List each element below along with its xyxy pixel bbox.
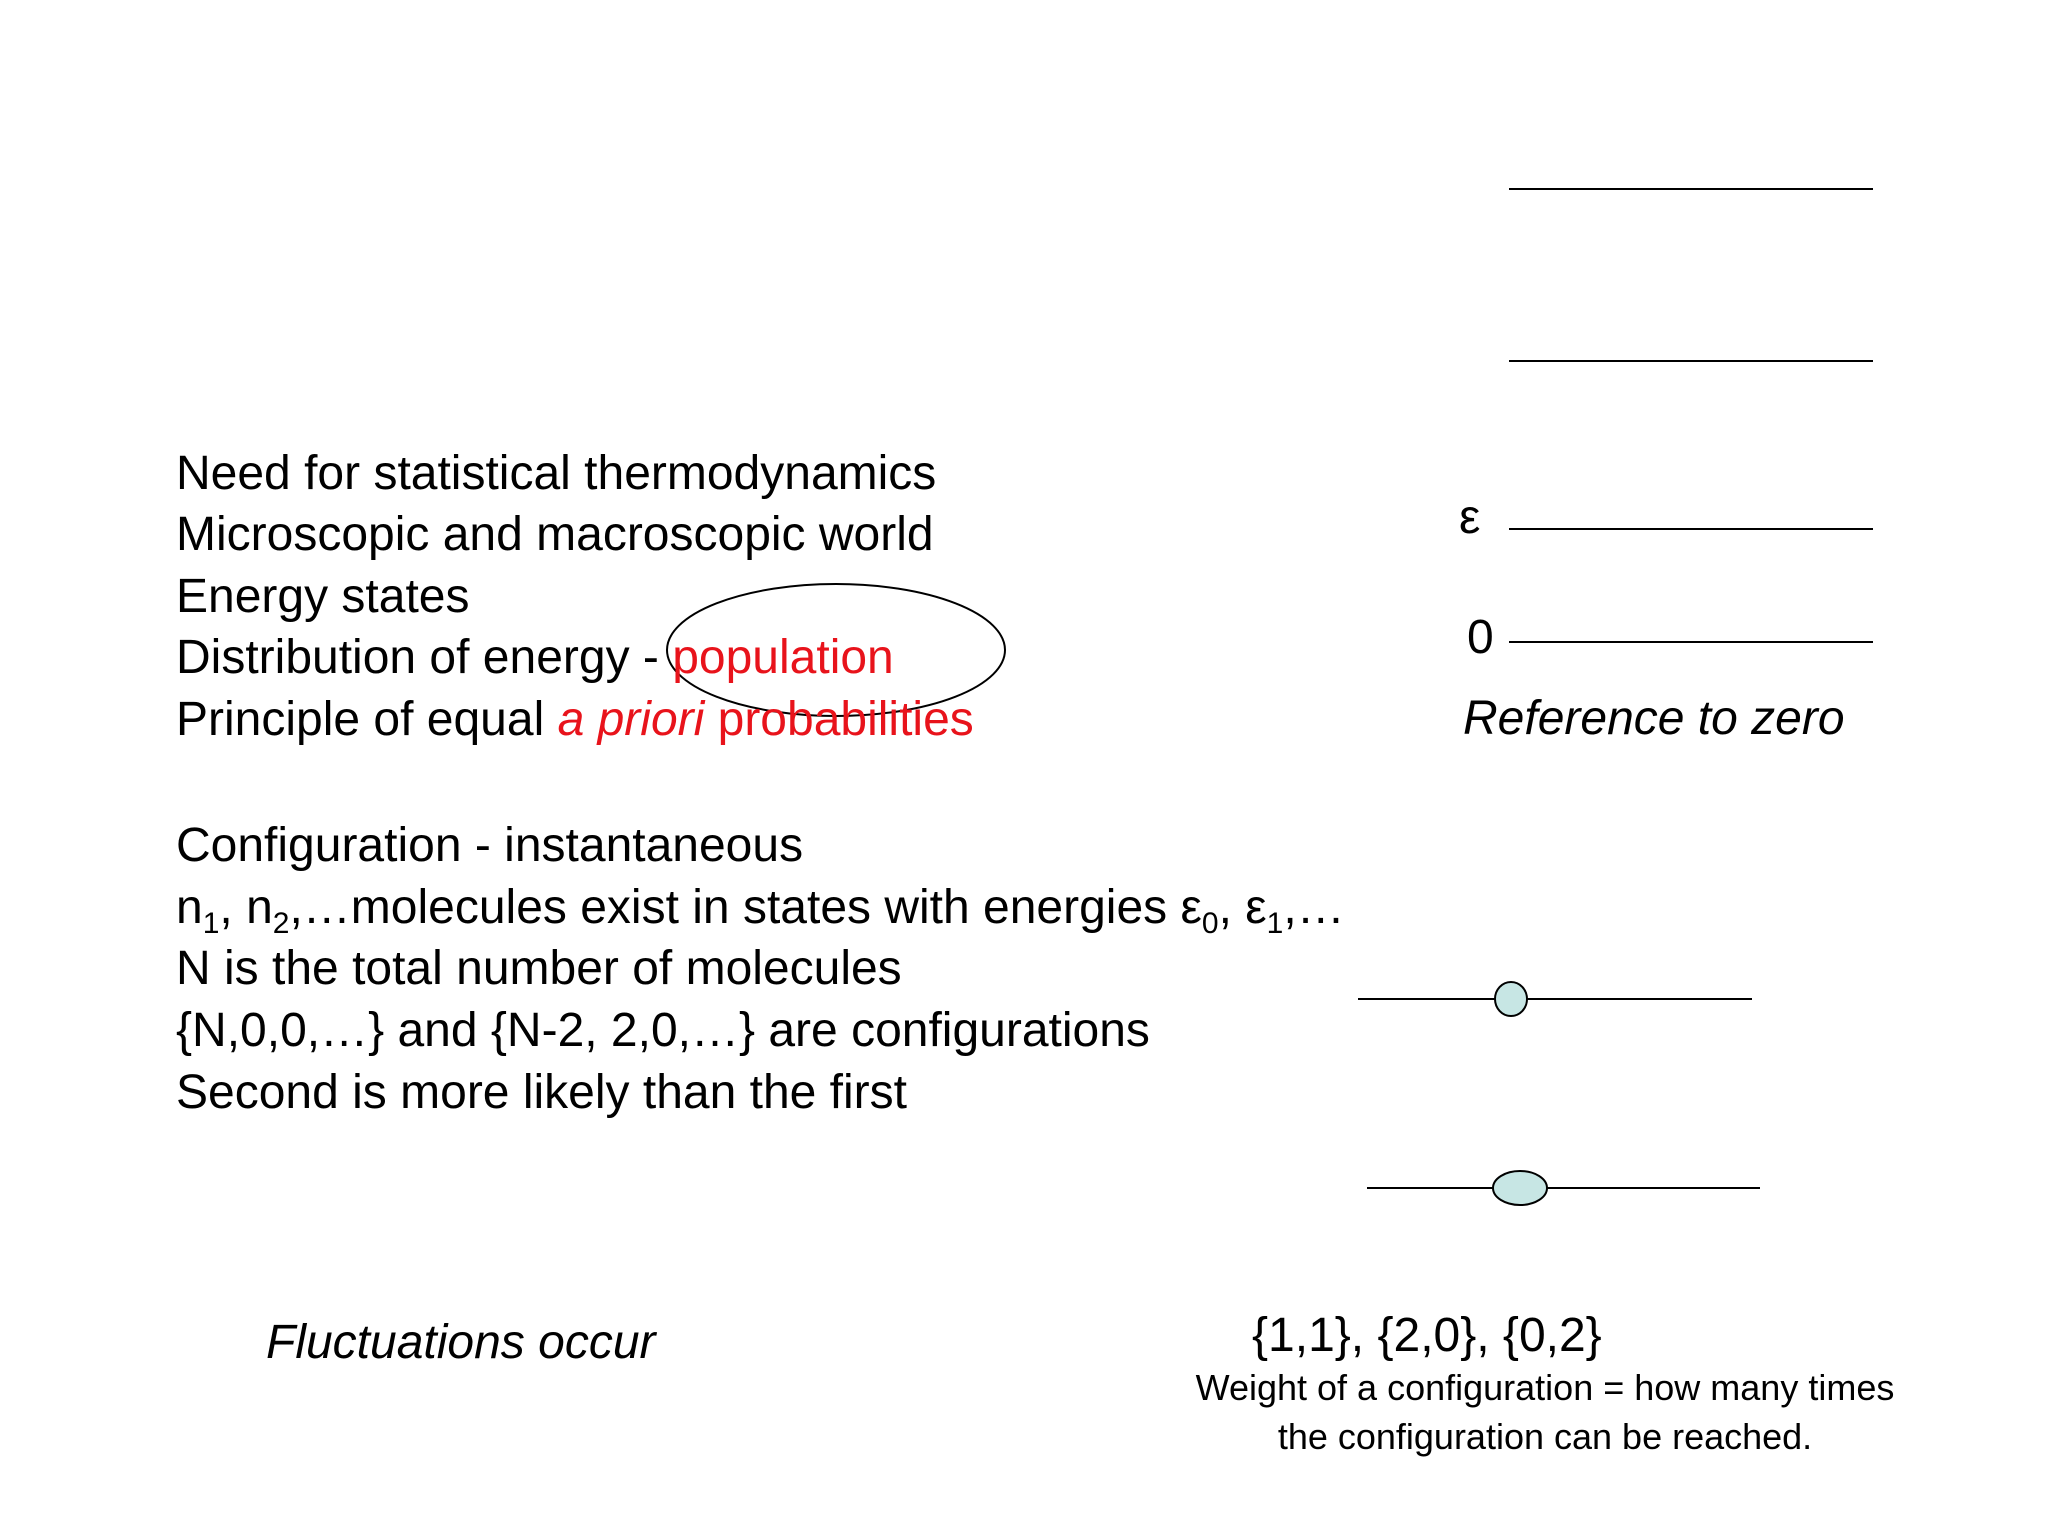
bullet-energy-distribution-text: Distribution of energy -	[176, 631, 673, 684]
energy-level-4	[1509, 188, 1873, 190]
config-instantaneous: Configuration - instantaneous	[176, 819, 804, 872]
config-sub-1: 1	[202, 907, 220, 940]
bullet-energy-states: Energy states	[176, 570, 470, 623]
fluctuations-note: Fluctuations occur	[266, 1316, 656, 1369]
reference-to-zero-caption: Reference to zero	[1463, 692, 1845, 745]
probabilities-term: probabilities	[704, 693, 974, 746]
config-likelihood: Second is more likely than the first	[176, 1066, 907, 1119]
two-level-configurations: {1,1}, {2,0}, {0,2}	[1252, 1309, 1602, 1362]
config-sub-eps0: 0	[1201, 907, 1219, 940]
population-term: population	[672, 631, 894, 684]
energy-level-3	[1509, 360, 1873, 362]
config-molecule-states	[176, 877, 1345, 939]
energy-level-epsilon	[1509, 528, 1873, 530]
bullet-energy-distribution	[176, 627, 894, 689]
config-total-molecules: N is the total number of molecules	[176, 942, 902, 995]
config-sub-eps1: 1	[1266, 907, 1284, 940]
config-n-text: n	[176, 881, 203, 934]
bullet-equal-a-priori	[176, 689, 974, 751]
config-mid-2: ,…molecules exist in states with energies ε	[289, 881, 1202, 934]
config-examples: {N,0,0,…} and {N-2, 2,0,…} are configurations	[176, 1004, 1150, 1057]
molecule-upper	[1495, 982, 1527, 1016]
bullet-equal-a-priori-text: Principle of equal	[176, 693, 558, 746]
bullet-micro-macro-world: Microscopic and macroscopic world	[176, 508, 934, 561]
bullet-statistical-thermodynamics: Need for statistical thermodynamics	[176, 447, 937, 500]
epsilon-label: ε	[1459, 491, 1481, 544]
zero-label: 0	[1467, 611, 1494, 664]
weight-definition-line1: Weight of a configuration = how many times	[1195, 1367, 1895, 1408]
config-end: ,…	[1283, 881, 1345, 934]
energy-level-zero	[1509, 641, 1873, 643]
a-priori-term: a priori	[557, 693, 705, 746]
weight-definition-line2: the configuration can be reached.	[1277, 1416, 1813, 1457]
config-mid-3: , ε	[1218, 881, 1267, 934]
config-mid-1: , n	[219, 881, 273, 934]
config-sub-2: 2	[272, 907, 290, 940]
molecule-lower	[1493, 1171, 1547, 1205]
